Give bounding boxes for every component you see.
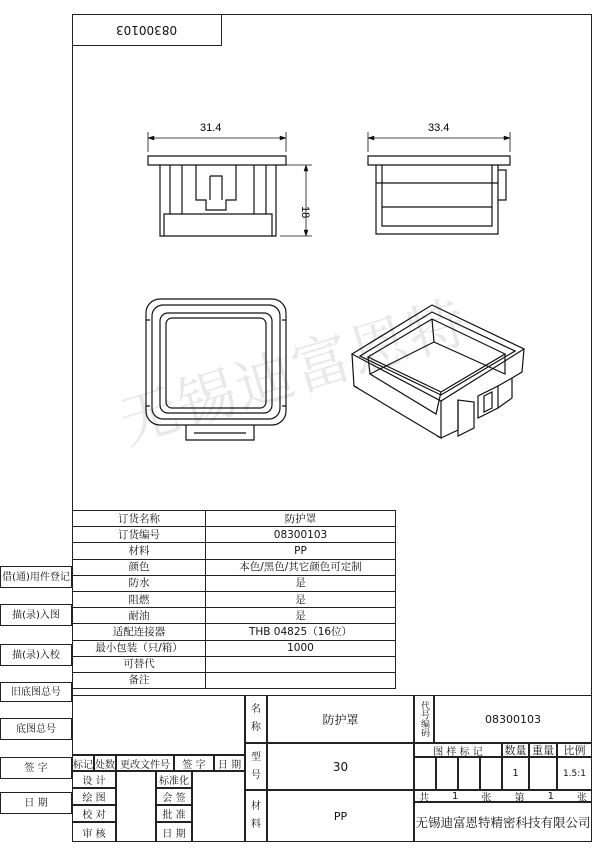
spec-label: 可替代 (73, 656, 206, 672)
sheet-row: 共 1 张 第 1 张 (414, 790, 592, 802)
dim-height: 18 (299, 206, 311, 219)
spec-label: 防水 (73, 575, 206, 591)
spec-label: 订货编号 (73, 527, 206, 543)
rev-header: 签 字 (174, 755, 214, 771)
spec-value: 08300103 (206, 527, 396, 543)
spec-value: 是 (206, 575, 396, 591)
technical-drawing (72, 46, 592, 506)
spec-label: 耐油 (73, 608, 206, 624)
model-label: 型 号 (245, 743, 267, 790)
spec-row (73, 640, 396, 656)
code-value: 08300103 (434, 695, 592, 743)
hdr-pattern: 图 样 标 记 (414, 743, 502, 757)
spec-label: 材料 (73, 543, 206, 559)
spec-value: PP (206, 543, 396, 559)
spec-row (73, 559, 396, 575)
code-label: 代号编码 (414, 695, 434, 743)
spec-value: 1000 (206, 640, 396, 656)
drawing-number-stamp: 08300103 (72, 14, 222, 46)
part-name: 防护罩 (267, 695, 414, 743)
spec-row (73, 543, 396, 559)
side-label: 借(通)用件登记 (0, 566, 72, 588)
spec-value: 是 (206, 608, 396, 624)
scale-value: 1.5:1 (557, 757, 592, 790)
spec-value: 是 (206, 591, 396, 607)
side-label: 描(录)入图 (0, 604, 72, 626)
role-label: 审 核 (72, 822, 116, 842)
spec-value (206, 656, 396, 672)
role-label: 会 签 (156, 788, 192, 805)
side-label: 签 字 (0, 757, 72, 779)
spec-row (73, 591, 396, 607)
role-label: 批 准 (156, 805, 192, 822)
spec-value (206, 672, 396, 688)
role-label: 绘 图 (72, 788, 116, 805)
rev-header: 更改文件号 (116, 755, 174, 771)
top-view (146, 299, 286, 440)
role-label: 标准化 (156, 771, 192, 788)
side-label: 底图总号 (0, 718, 72, 740)
hdr-weight: 重量 (529, 743, 557, 757)
role-label: 设 计 (72, 771, 116, 788)
hdr-scale: 比例 (557, 743, 592, 757)
spec-value: THB 04825（16位） (206, 624, 396, 640)
side-label: 旧底图总号 (0, 682, 72, 702)
name-label: 名 称 (245, 695, 267, 743)
spec-row (73, 672, 396, 688)
model-value: 30 (267, 743, 414, 790)
spec-row (73, 575, 396, 591)
material-value: PP (267, 790, 414, 842)
spec-label: 最小包装（只/箱） (73, 640, 206, 656)
dim-width-side: 33.4 (428, 122, 450, 134)
spec-row (73, 527, 396, 543)
spec-row (73, 511, 396, 527)
spec-row (73, 624, 396, 640)
dim-width-front: 31.4 (200, 122, 222, 134)
company-name: 无锡迪富恩特精密科技有限公司 (414, 802, 592, 842)
rev-header: 标记 (72, 755, 94, 771)
company-watermark: 无锡迪富恩特 (111, 287, 476, 458)
front-view (148, 156, 286, 236)
spec-label: 适配连接器 (73, 624, 206, 640)
spec-row (73, 656, 396, 672)
material-label: 材 料 (245, 790, 267, 842)
side-label: 日 期 (0, 792, 72, 814)
spec-row (73, 608, 396, 624)
spec-label: 订货名称 (73, 511, 206, 527)
isometric-view (352, 305, 524, 438)
spec-label: 备注 (73, 672, 206, 688)
rev-header: 日 期 (214, 755, 245, 771)
role-label: 校 对 (72, 805, 116, 822)
spec-value: 防护罩 (206, 511, 396, 527)
qty-value: 1 (502, 757, 529, 790)
spec-table (72, 510, 396, 689)
spec-label: 阻燃 (73, 591, 206, 607)
side-view (368, 156, 510, 234)
rev-header: 处数 (94, 755, 116, 771)
side-label: 描(录)入校 (0, 644, 72, 666)
revision-grid (72, 695, 245, 755)
spec-label: 颜色 (73, 559, 206, 575)
spec-value: 本色/黑色/其它颜色可定制 (206, 559, 396, 575)
hdr-qty: 数量 (502, 743, 529, 757)
role-label: 日 期 (156, 822, 192, 842)
